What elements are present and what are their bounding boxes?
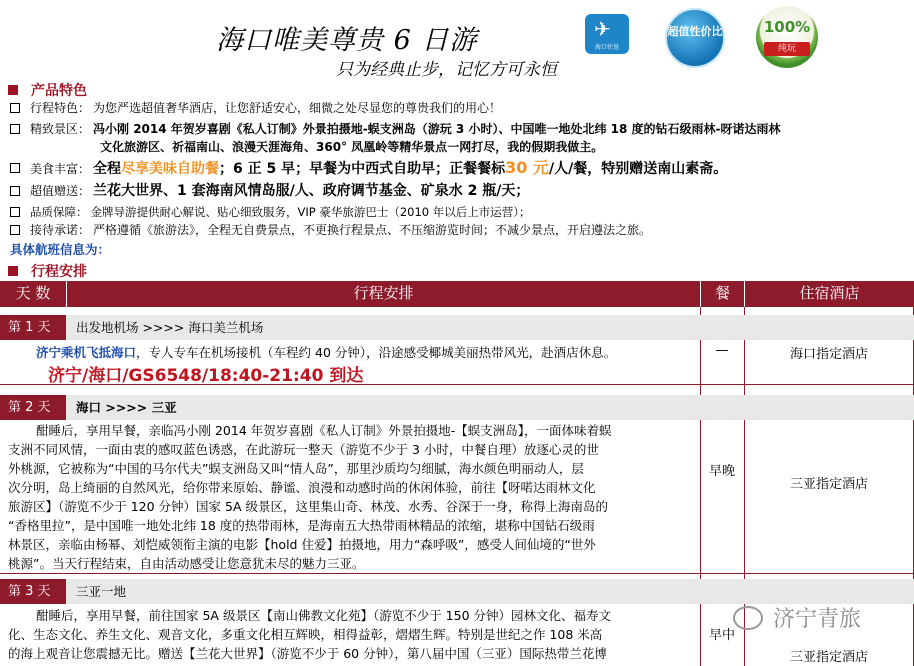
section-product-features [8, 80, 87, 100]
header-meal: 餐 [700, 281, 744, 307]
hundred-percent-badge [752, 4, 824, 70]
feature-label: 接待承诺： [30, 223, 91, 237]
description-line: 次分明，岛上绮丽的自然风光，给你带来原始、静谧、浪漫和动感时尚的休闲体验，前往【呀喏达雨林文化 [8, 480, 596, 495]
meal-part: 全程 [93, 161, 122, 177]
hotel-cell: 三亚指定酒店 [789, 477, 868, 492]
table-divider [700, 307, 701, 666]
description-line: 酣睡后，享用早餐，亲临冯小刚 2014 年贺岁喜剧《私人订制》外景拍摄地-【蜈支洲岛】，一面体味着蜈 [36, 423, 612, 438]
flight-info-label: 具体航班信息为： [10, 242, 111, 257]
feature-text: 金牌导游提供耐心解说、贴心细致服务，VIP 豪华旅游巴士（2010 年以后上市运营）； [90, 205, 531, 219]
feature-text: 兰花大世界、1 套海南风情岛服/人、政府调节基金、矿泉水 2 瓶/天； [93, 183, 530, 199]
meal-highlight: 尽享美味自助餐 [121, 161, 220, 177]
feature-item [10, 99, 910, 117]
day-header-row [0, 315, 914, 340]
description-line: “香格里拉”，是中国唯一地处北纬 18 度的热带雨林，是海南五大热带雨林精品的浓缩，堪称中国钻石级雨 [8, 518, 595, 533]
checkbox-icon [10, 124, 20, 134]
day-header-row [0, 395, 914, 420]
header-hotel: 住宿酒店 [744, 281, 914, 307]
badge-ribbon: 纯玩 [764, 42, 810, 56]
description-line: 外桃源，它被称为“中国的马尔代夫”蜈支洲岛又叫“情人岛”，那里沙质均匀细腻，海水颜色明丽动人，层 [8, 461, 584, 476]
header-itinerary: 行程安排 [66, 281, 700, 307]
meal-cell: 早中 [708, 628, 735, 643]
feature-item [10, 221, 910, 239]
feature-item [10, 182, 910, 200]
meal-cell: 早晚 [708, 464, 735, 479]
section-title: 产品特色 [31, 83, 87, 99]
description-line: 旅游区】（游览不少于 120 分钟）国家 5A 级景区，这里集山奇、林茂、水秀、谷深于一身，称得上海南岛的 [8, 499, 609, 514]
feature-text-cont: 文化旅游区、祈福南山、浪漫天涯海角、360° 凤凰岭等精华景点一网打尽，我的假期我做主。 [100, 140, 604, 154]
wechat-icon [733, 606, 763, 630]
table-row-divider [0, 573, 914, 574]
value-seal-badge: 超值性价比 [665, 8, 725, 68]
wechat-watermark [733, 600, 893, 640]
checkbox-icon [10, 163, 20, 173]
description-line: 的海上观音让您震撼无比。赠送【兰花大世界】（游览不少于 60 分钟），第八届中国（三亚）国际热带兰花博 [8, 646, 607, 661]
logo-caption: 海口往返 [594, 44, 619, 51]
day-description [8, 606, 611, 663]
description-text: ，专人专车在机场接机（车程约 40 分钟），沿途感受椰城美丽热带风光，赴酒店休息。 [136, 345, 617, 360]
feature-label: 行程特色： [30, 101, 91, 115]
badge-ring [756, 6, 818, 68]
hotel-cell: 三亚指定酒店 [789, 650, 868, 665]
feature-label: 美食丰富： [30, 162, 91, 176]
description-line: 桃源”。当天行程结束，自由活动感受让您意犹未尽的魅力三亚。 [8, 556, 365, 571]
meal-price: 30 元 [505, 158, 549, 177]
feature-text: 严格遵循《旅游法》，全程无自费景点，不更换行程景点、不压缩游览时间；不减少景点，开启遵法之旅。 [93, 223, 652, 237]
description-line: 林景区，亲临由杨幂、刘恺威领衔主演的电影【hold 住爱】拍摄地，用力“森呼吸”，感受人间仙境的“世外 [8, 537, 596, 552]
feature-label: 精致景区： [30, 122, 91, 136]
itinerary-table-header [0, 281, 914, 307]
day-tag: 第 2 天 [0, 395, 66, 420]
day-description [8, 421, 612, 573]
checkbox-icon [10, 103, 20, 113]
day-tag: 第 3 天 [0, 579, 66, 604]
highlight-text: 济宁乘机飞抵海口 [36, 345, 137, 360]
feature-label: 品质保障： [30, 205, 88, 219]
bird-icon: ✈ [594, 17, 611, 41]
section-bullet-icon [8, 266, 18, 276]
airline-logo [585, 14, 629, 54]
feature-item [10, 120, 910, 156]
watermark-text: 济宁青旅 [773, 607, 862, 632]
day-route: 出发地机场 >>>> 海口美兰机场 [76, 320, 264, 335]
meal-part: ；6 正 5 早；早餐为中西式自助早；正餐餐标 [219, 161, 506, 177]
meal-part: /人/餐，特别赠送南山素斋。 [548, 161, 728, 177]
feature-text: 为您严选超值奢华酒店，让您舒适安心，细微之处尽显您的尊贵我们的用心！ [93, 101, 502, 115]
feature-item [10, 159, 910, 178]
page-subtitle: 只为经典止步，记忆方可永恒 [336, 60, 557, 80]
header-days: 天 数 [15, 284, 51, 302]
day-tag: 第 1 天 [0, 315, 66, 340]
section-bullet-icon [8, 85, 18, 95]
day-route: 海口 >>>> 三亚 [76, 400, 177, 415]
feature-item [10, 203, 910, 221]
flight-details: 济宁/海口/GS6548/18:40-21:40 到达 [48, 366, 364, 386]
page-title: 海口唯美尊贵 6 日游 [216, 25, 478, 56]
checkbox-icon [10, 207, 20, 217]
day-description [36, 343, 616, 362]
section-title: 行程安排 [31, 264, 87, 280]
meal-cell: — [715, 343, 729, 358]
feature-text: 冯小刚 2014 年贺岁喜剧《私人订制》外景拍摄地-蜈支洲岛（游玩 3 小时）、中国唯一地处北纬 18 度的钻石级雨林-呀诺达雨林 [93, 122, 781, 136]
description-line: 化、生态文化、养生文化、观音文化，多重文化相互辉映，相得益彰，熠熠生辉。特别是世纪之作 108 米高 [8, 627, 603, 642]
checkbox-icon [10, 225, 20, 235]
section-itinerary [8, 261, 87, 281]
hotel-cell: 海口指定酒店 [789, 347, 868, 362]
badge-percent: 100% [763, 18, 811, 36]
description-line: 酣睡后，享用早餐，前往国家 5A 级景区【南山佛教文化苑】（游览不少于 150 分钟）园林文化、福寿文 [36, 608, 612, 623]
day-route: 三亚一地 [76, 584, 127, 599]
checkbox-icon [10, 186, 20, 196]
description-line: 支洲不同风情，一面由衷的感叹蓝色诱惑，在此游玩一整天（游览不少于 3 小时，中餐自理）放逐心灵的世 [8, 442, 599, 457]
page-header [0, 0, 914, 78]
feature-label: 超值赠送： [30, 184, 91, 198]
